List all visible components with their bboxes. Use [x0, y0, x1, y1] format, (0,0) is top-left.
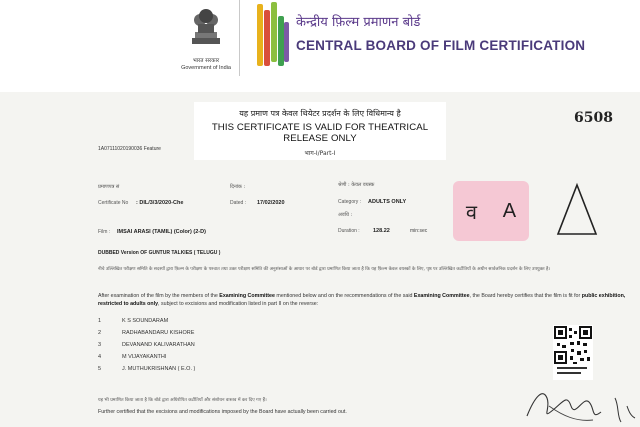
certificate-serial: 6508: [574, 110, 613, 126]
cbfc-logo-icon: [255, 0, 291, 72]
goi-hindi: भारत सरकार: [192, 58, 220, 64]
hindi-certification-paragraph: नीचे उल्लिखित परीक्षण समिति के सदस्यों द्वारा फ़िल्म के परीक्षण के पश्चात तथा उक्त परीक्षण समिति की अनुशंसाओं के आधार पर बोर्ड द्वारा प्रमाणित किया जाता है कि यह फ़िल्म केवल वयस्कों के लिए, पृष्ठ पर उल्लिखित कटौतियों के अधीन सार्वजनिक प्रदर्शन के लिए उपयुक्त है।: [98, 267, 551, 272]
film-value: IMSAI ARASI (TAMIL) (Color) (2-D): [117, 229, 206, 235]
cbfc-hindi-title: केन्द्रीय फ़िल्म प्रमाणन बोर्ड: [296, 15, 421, 30]
validity-part: भाग-I/Part-I: [304, 150, 336, 157]
cert-no-hindi-label: प्रमाणपत्र सं: [98, 184, 120, 190]
triangle-icon: [555, 182, 599, 238]
hindi-footer: यह भी प्रमाणित किया जाता है कि बोर्ड द्वारा अधिरोपित कटौतियाँ और संशोधन वास्तव में कर दिए गए हैं।: [98, 398, 267, 403]
cbfc-english-title: CENTRAL BOARD OF FILM CERTIFICATION: [296, 38, 586, 53]
dubbed-line: DUBBED Version OF GUNTUR TALKIES ( TELUGU ): [98, 250, 221, 256]
duration-hindi: अवधि :: [338, 212, 353, 218]
validity-notice: [194, 102, 446, 160]
rating-hindi: व: [465, 199, 477, 224]
rating-english: A: [502, 199, 517, 222]
government-of-india-caption: [178, 58, 234, 72]
cert-no-label: Certificate No: [98, 200, 129, 206]
signature-icon: [523, 376, 638, 427]
cert-no-value: : DIL/3/3/2020-Che: [136, 200, 184, 206]
rating-badge: [453, 181, 529, 241]
english-certification-paragraph: After examination of the film by the members of the Examining Committee mentioned below and on the recommendations of the said Examining Committee, the Board hereby certifies that the film is fit for public exhibition, restricted to adults only, subject to excisions and modification listed in part II on the reverse:: [98, 293, 626, 307]
category-value: ADULTS ONLY: [368, 199, 407, 205]
reference-line: 1A07111020190036 Feature: [98, 146, 161, 152]
date-value: 17/02/2020: [257, 200, 285, 206]
date-hindi-label: दिनांक :: [230, 184, 246, 190]
validity-hindi: यह प्रमाण पत्र केवल थियेटर प्रदर्शन के लिए विधिमान्य है: [239, 109, 401, 118]
duration-unit: min:sec: [410, 228, 428, 234]
validity-english: THIS CERTIFICATE IS VALID FOR THEATRICAL RELEASE ONLY: [211, 122, 429, 144]
duration-value: 128.22: [373, 228, 390, 234]
header-divider: [239, 0, 240, 76]
qr-code-icon: [553, 325, 593, 380]
english-footer: Further certified that the excisions and modifications imposed by the Board have actually been carried out.: [98, 409, 347, 415]
film-label: Film :: [98, 229, 111, 235]
category-hindi: श्रेणी : केवल वयस्क: [338, 182, 375, 188]
category-label: Category :: [338, 199, 362, 205]
duration-label: Duration :: [338, 228, 360, 234]
goi-english: Government of India: [181, 65, 231, 71]
date-label: Dated :: [230, 200, 247, 206]
national-emblem-icon: [186, 2, 226, 48]
